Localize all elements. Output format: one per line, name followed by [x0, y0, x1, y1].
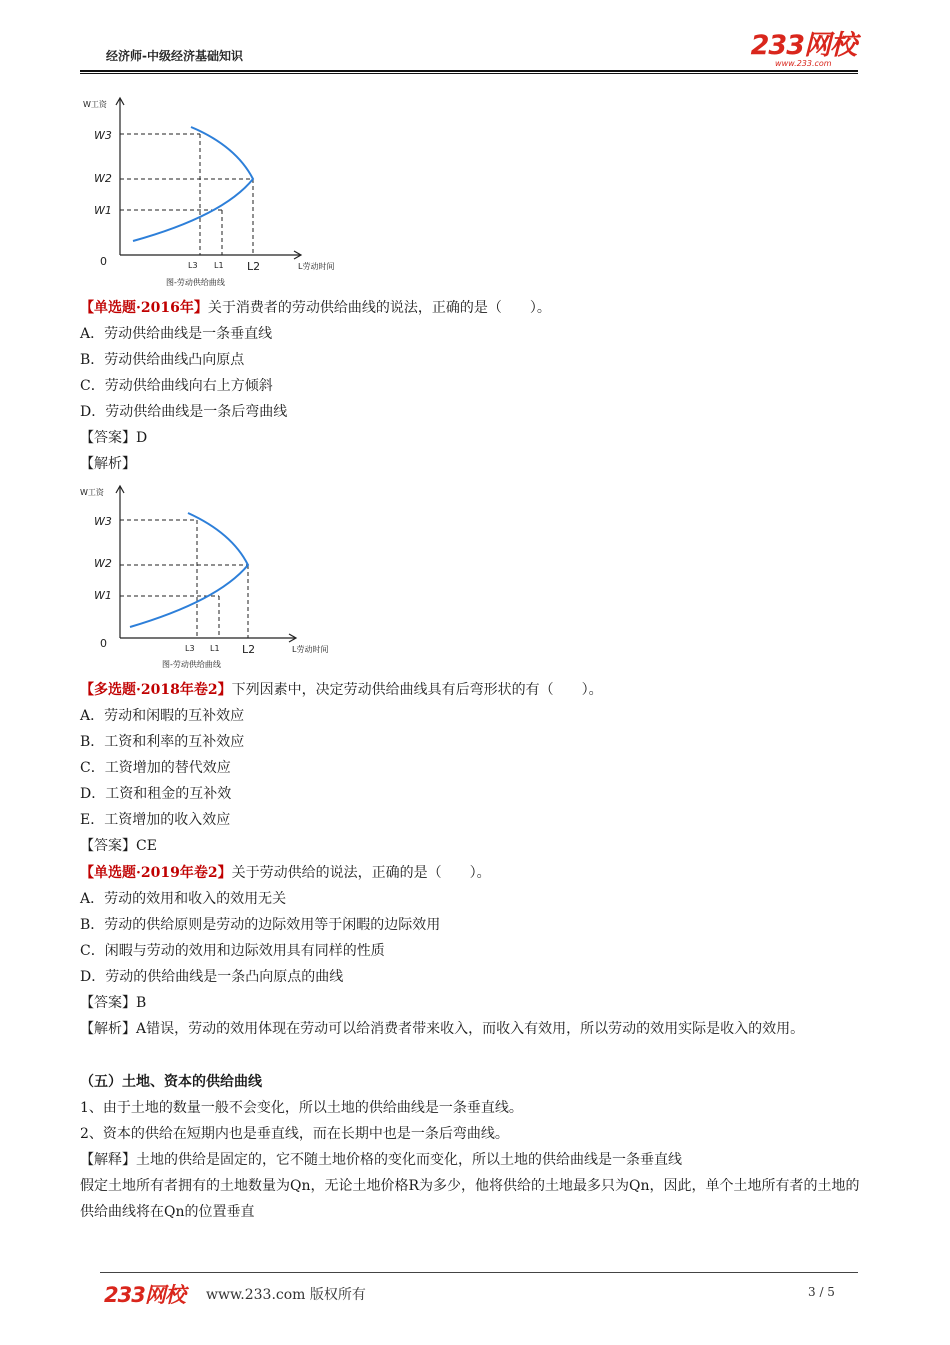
document-header-title: 经济师-中级经济基础知识 — [106, 49, 243, 63]
labor-supply-curve — [130, 513, 248, 627]
origin-label: 0 — [100, 637, 107, 650]
chart-guides — [120, 520, 248, 638]
y-tick-w3: W3 — [94, 129, 112, 142]
y-axis-label: W工资 — [80, 488, 104, 497]
question-3-option-a: A．劳动的效用和收入的效用无关 — [80, 891, 287, 907]
question-3-analysis: 【解析】A错误，劳动的效用体现在劳动可以给消费者带来收入，而收入有效用，所以劳动的效用实际是收入的效用。 — [80, 1021, 805, 1037]
chart-axes — [116, 486, 296, 642]
x-axis-label: L劳动时间 — [298, 262, 335, 271]
chart-caption: 图-劳动供给曲线 — [166, 278, 225, 287]
question-1-analysis: 【解析】 — [80, 456, 136, 472]
x-tick-l1: L1 — [214, 261, 224, 270]
y-tick-w2: W2 — [94, 557, 112, 570]
x-axis-label: L劳动时间 — [292, 645, 329, 654]
y-tick-w2: W2 — [94, 172, 112, 185]
question-3-option-b: B．劳动的供给原则是劳动的边际效用等于闲暇的边际效用 — [80, 917, 441, 933]
header-rule — [80, 70, 858, 74]
question-2-option-a: A．劳动和闲暇的互补效应 — [80, 708, 245, 724]
question-3-tag: 【单选题·2019年卷2】 — [80, 865, 232, 881]
labor-supply-chart-2 — [78, 483, 348, 673]
question-1-option-a: A．劳动供给曲线是一条垂直线 — [80, 326, 273, 342]
section-explain-2: 假定土地所有者拥有的土地数量为Qn，无论土地价格R为多少，他将供给的土地最多只为Qn，因此，单个土地所有者的土地的供给曲线将在Qn的位置垂直 — [80, 1178, 860, 1220]
origin-label: 0 — [100, 255, 107, 268]
question-1-stem — [80, 298, 870, 318]
question-1-text: 关于消费者的劳动供给曲线的说法，正确的是（ ）。 — [207, 300, 551, 316]
page-number: 3 / 5 — [808, 1285, 835, 1299]
chart-caption: 图-劳动供给曲线 — [162, 660, 221, 669]
footer-copyright: www.233.com 版权所有 — [206, 1287, 366, 1303]
question-2-option-b: B．工资和利率的互补效应 — [80, 734, 245, 750]
labor-supply-curve — [133, 127, 253, 241]
logo-wordmark: 233网校 — [750, 30, 856, 61]
y-tick-w1: W1 — [94, 589, 112, 602]
y-tick-w3: W3 — [94, 515, 112, 528]
question-2-answer: 【答案】CE — [80, 838, 157, 854]
question-3-stem — [80, 863, 870, 883]
question-1-option-c: C．劳动供给曲线向右上方倾斜 — [80, 378, 273, 394]
question-2-option-e: E．工资增加的收入效应 — [80, 812, 231, 828]
x-tick-l3: L3 — [185, 644, 195, 653]
logo-url: www.233.com — [775, 59, 832, 68]
question-3-option-c: C．闲暇与劳动的效用和边际效用具有同样的性质 — [80, 943, 385, 959]
section-point-2: 2、资本的供给在短期内也是垂直线，而在长期中也是一条后弯曲线。 — [80, 1126, 509, 1142]
section-point-1: 1、由于土地的数量一般不会变化，所以土地的供给曲线是一条垂直线。 — [80, 1100, 523, 1116]
section-explain-1: 【解释】土地的供给是固定的，它不随土地价格的变化而变化，所以土地的供给曲线是一条垂直线 — [80, 1152, 682, 1168]
question-2-option-d: D．工资和租金的互补效 — [80, 786, 232, 802]
y-axis-label: W工资 — [83, 100, 107, 109]
question-1-answer: 【答案】D — [80, 430, 148, 446]
x-tick-l3: L3 — [188, 261, 198, 270]
question-1-option-b: B．劳动供给曲线凸向原点 — [80, 352, 245, 368]
question-2-tag: 【多选题·2018年卷2】 — [80, 682, 232, 698]
question-3-option-d: D．劳动的供给曲线是一条凸向原点的曲线 — [80, 969, 344, 985]
x-tick-l2: L2 — [242, 643, 256, 656]
footer-rule — [100, 1272, 858, 1273]
question-1-option-d: D．劳动供给曲线是一条后弯曲线 — [80, 404, 288, 420]
x-tick-l2: L2 — [247, 260, 261, 273]
question-3-text: 关于劳动供给的说法，正确的是（ ）。 — [231, 865, 491, 881]
footer-logo[interactable]: 233网校 — [104, 1283, 185, 1307]
y-tick-w1: W1 — [94, 204, 112, 217]
labor-supply-chart-1 — [78, 95, 348, 290]
question-2-stem — [80, 680, 870, 700]
question-2-option-c: C．工资增加的替代效应 — [80, 760, 231, 776]
question-3-answer: 【答案】B — [80, 995, 147, 1011]
brand-logo[interactable] — [751, 32, 856, 68]
section-title: （五）土地、资本的供给曲线 — [80, 1074, 262, 1090]
question-1-tag: 【单选题·2016年】 — [80, 300, 208, 316]
x-tick-l1: L1 — [210, 644, 220, 653]
question-2-text: 下列因素中，决定劳动供给曲线具有后弯形状的有（ ）。 — [231, 682, 603, 698]
